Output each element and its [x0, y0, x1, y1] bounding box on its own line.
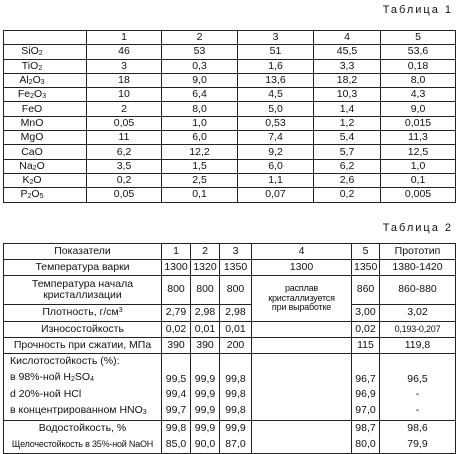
header-cell: 5 — [381, 31, 456, 45]
label-sup: 3 — [118, 307, 123, 315]
header-cell: 4 — [252, 244, 352, 260]
value-cell: 8,0 — [381, 73, 456, 87]
value-cell: 800 — [191, 276, 220, 305]
row-label: Температура варки — [4, 260, 162, 276]
oxide-name: SiO$_2$ — [4, 45, 87, 59]
value-cell: 860 — [352, 276, 380, 305]
oxide-row — [4, 131, 456, 145]
resistance-values-col2: 99,9 90,0 — [191, 421, 220, 453]
value-cell: 4,3 — [381, 88, 456, 102]
oxide-row — [4, 102, 456, 116]
value-cell: 0,02 — [162, 322, 191, 338]
value-cell: 45,5 — [314, 45, 381, 59]
header-cell: 3 — [238, 31, 314, 45]
value-cell: 3,00 — [352, 305, 380, 322]
value-cell: 1350 — [352, 260, 380, 276]
acid-values-prototype: 96,5 - - — [380, 354, 456, 421]
oxide-name: CaO — [4, 145, 87, 159]
acid-values-col3: 99,8 99,8 99,8 — [220, 354, 252, 421]
row-label: Прочность при сжатии, МПа — [4, 338, 162, 354]
oxide-name: FeO — [4, 102, 87, 116]
oxide-row — [4, 159, 456, 173]
value-cell: 2,79 — [162, 305, 191, 322]
value-cell: 1320 — [191, 260, 220, 276]
value-cell: 800 — [220, 276, 252, 305]
resistance-label-cell — [4, 421, 162, 453]
header-cell: 2 — [162, 31, 238, 45]
header-cell: 1 — [162, 244, 191, 260]
value-cell: 1,6 — [238, 59, 314, 73]
value-cell: 0,02 — [352, 322, 380, 338]
value-cell: 2,5 — [162, 173, 238, 187]
value-cell: 1,1 — [238, 173, 314, 187]
value-cell: 9,2 — [238, 145, 314, 159]
header-cell: Прототип — [380, 244, 456, 260]
row-label: Износостойкость — [4, 322, 162, 338]
value-cell: 11,3 — [381, 131, 456, 145]
label-text: Плотность, г/см — [42, 306, 119, 319]
density-row — [4, 305, 456, 322]
value-cell: 0,18 — [381, 59, 456, 73]
value-cell: 0,193-0,207 — [380, 322, 456, 338]
value-cell: 9,0 — [162, 73, 238, 87]
value-cell: 0,3 — [162, 59, 238, 73]
value-cell: 1380-1420 — [380, 260, 456, 276]
oxide-name: $Al_2O_3$ — [4, 73, 87, 87]
label-line: кристаллизации — [43, 289, 122, 301]
empty-cell — [252, 421, 352, 453]
oxide-name: MnO — [4, 116, 87, 130]
strength-row — [4, 338, 456, 354]
acid-item: d 20%-ной HCl — [10, 388, 82, 401]
value-cell: 1,4 — [314, 102, 381, 116]
value-cell: 6,0 — [162, 131, 238, 145]
value-cell: 390 — [191, 338, 220, 354]
value-cell: 3,02 — [380, 305, 456, 322]
value-cell: 10 — [87, 88, 162, 102]
value-cell: 3 — [87, 59, 162, 73]
value-cell: 200 — [220, 338, 252, 354]
value-cell: 800 — [162, 276, 191, 305]
value-cell: 1300 — [162, 260, 191, 276]
row-label — [4, 305, 162, 322]
value-cell: 8,0 — [162, 102, 238, 116]
value-cell: 6,2 — [87, 145, 162, 159]
oxide-name: $P_2O_5$ — [4, 188, 87, 202]
value-cell: 0,07 — [238, 188, 314, 202]
properties-table — [3, 243, 456, 454]
value-cell: 1,0 — [381, 159, 456, 173]
acid-values-col1: 99,5 99,4 99,7 — [162, 354, 191, 421]
value-cell: 18,2 — [314, 73, 381, 87]
oxide-name: $K_2O$ — [4, 173, 87, 187]
melting-temp-row — [4, 260, 456, 276]
empty-cell — [252, 354, 352, 421]
value-cell: 0,01 — [220, 322, 252, 338]
acid-values-col5: 96,7 96,9 97,0 — [352, 354, 380, 421]
acid-item: в 98%-ной $H_2SO_4$ — [10, 370, 94, 383]
oxide-row — [4, 188, 456, 202]
value-cell: 6,2 — [314, 159, 381, 173]
acid-row — [4, 354, 456, 421]
note-line: при выработке — [271, 302, 332, 313]
value-cell: 7,4 — [238, 131, 314, 145]
resistance-values-col5: 98,7 80,0 — [352, 421, 380, 453]
value-cell: 9,0 — [381, 102, 456, 116]
value-cell: 4,5 — [238, 88, 314, 102]
value-cell: 12,2 — [162, 145, 238, 159]
value-cell: 0,1 — [162, 188, 238, 202]
resistance-values-prototype: 98,6 79,9 — [380, 421, 456, 453]
value-cell: 3,3 — [314, 59, 381, 73]
value-cell: 11 — [87, 131, 162, 145]
table2-header-row — [4, 244, 456, 260]
value-cell: 51 — [238, 45, 314, 59]
cryst-temp-row — [4, 276, 456, 305]
resistance-values-col1: 99,8 85,0 — [162, 421, 191, 453]
header-cell — [4, 31, 87, 45]
value-cell: 0,05 — [87, 116, 162, 130]
value-cell: 0,2 — [314, 188, 381, 202]
value-cell: 1300 — [252, 260, 352, 276]
value-cell: 53,6 — [381, 45, 456, 59]
oxide-row — [4, 116, 456, 130]
col4-note-cell — [252, 276, 352, 322]
value-cell: 3,5 — [87, 159, 162, 173]
acid-heading: Кислотостойкость (%): — [10, 355, 120, 367]
value-cell: 0,2 — [87, 173, 162, 187]
oxide-row — [4, 173, 456, 187]
oxide-composition-table — [3, 30, 456, 203]
oxide-name: MgO — [4, 131, 87, 145]
value-cell: 10,3 — [314, 88, 381, 102]
value-cell: 53 — [162, 45, 238, 59]
oxide-row — [4, 73, 456, 87]
value-cell: 0,05 — [87, 188, 162, 202]
acid-values-col2: 99,9 99,9 99,9 — [191, 354, 220, 421]
value-cell: 46 — [87, 45, 162, 59]
value-cell: 390 — [162, 338, 191, 354]
oxide-row — [4, 45, 456, 59]
value-cell: 13,6 — [238, 73, 314, 87]
resistance-values-col3: 99,9 87,0 — [220, 421, 252, 453]
value-cell: 0,1 — [381, 173, 456, 187]
value-cell: 2 — [87, 102, 162, 116]
table1-caption: Таблица 1 — [382, 4, 453, 16]
row-label — [4, 276, 162, 305]
value-cell: 5,0 — [238, 102, 314, 116]
resistance-row — [4, 421, 456, 453]
acid-label-cell — [4, 354, 162, 421]
header-cell: 2 — [191, 244, 220, 260]
alkali-label: Щелочестойкость в 35%-ной NaOH — [11, 438, 154, 449]
acid-item: в концентрированном $HNO_3$ — [10, 403, 147, 416]
header-cell: 1 — [87, 31, 162, 45]
oxide-row — [4, 88, 456, 102]
note-line: расплав — [284, 283, 319, 294]
value-cell: 115 — [352, 338, 380, 354]
oxide-name: $Na_2O$ — [4, 159, 87, 173]
oxide-row — [4, 145, 456, 159]
value-cell: 2,98 — [220, 305, 252, 322]
empty-cell — [252, 322, 352, 338]
value-cell: 1,5 — [162, 159, 238, 173]
value-cell: 6,0 — [238, 159, 314, 173]
value-cell: 1350 — [220, 260, 252, 276]
value-cell: 2,6 — [314, 173, 381, 187]
label-line: Температура начала — [31, 277, 134, 290]
value-cell: 5,7 — [314, 145, 381, 159]
value-cell: 0,015 — [381, 116, 456, 130]
oxide-name: $Fe_2O_3$ — [4, 88, 87, 102]
table1-header-row — [4, 31, 456, 45]
header-cell: 4 — [314, 31, 381, 45]
table2-caption: Таблица 2 — [382, 222, 453, 234]
value-cell: 6,4 — [162, 88, 238, 102]
value-cell: 860-880 — [380, 276, 456, 305]
value-cell: 1,2 — [314, 116, 381, 130]
wear-row — [4, 322, 456, 338]
value-cell: 0,005 — [381, 188, 456, 202]
oxide-name: TiO$_2$ — [4, 59, 87, 73]
value-cell: 5,4 — [314, 131, 381, 145]
value-cell: 12,5 — [381, 145, 456, 159]
value-cell: 0,01 — [191, 322, 220, 338]
value-cell: 18 — [87, 73, 162, 87]
note-line: кристаллизуется — [268, 292, 335, 303]
water-label: Водостойкость, % — [38, 422, 127, 435]
empty-cell — [252, 338, 352, 354]
header-cell: 3 — [220, 244, 252, 260]
value-cell: 0,53 — [238, 116, 314, 130]
value-cell: 1,0 — [162, 116, 238, 130]
header-cell: 5 — [352, 244, 380, 260]
oxide-row — [4, 59, 456, 73]
value-cell: 2,98 — [191, 305, 220, 322]
value-cell: 119,8 — [380, 338, 456, 354]
header-cell: Показатели — [4, 244, 162, 260]
